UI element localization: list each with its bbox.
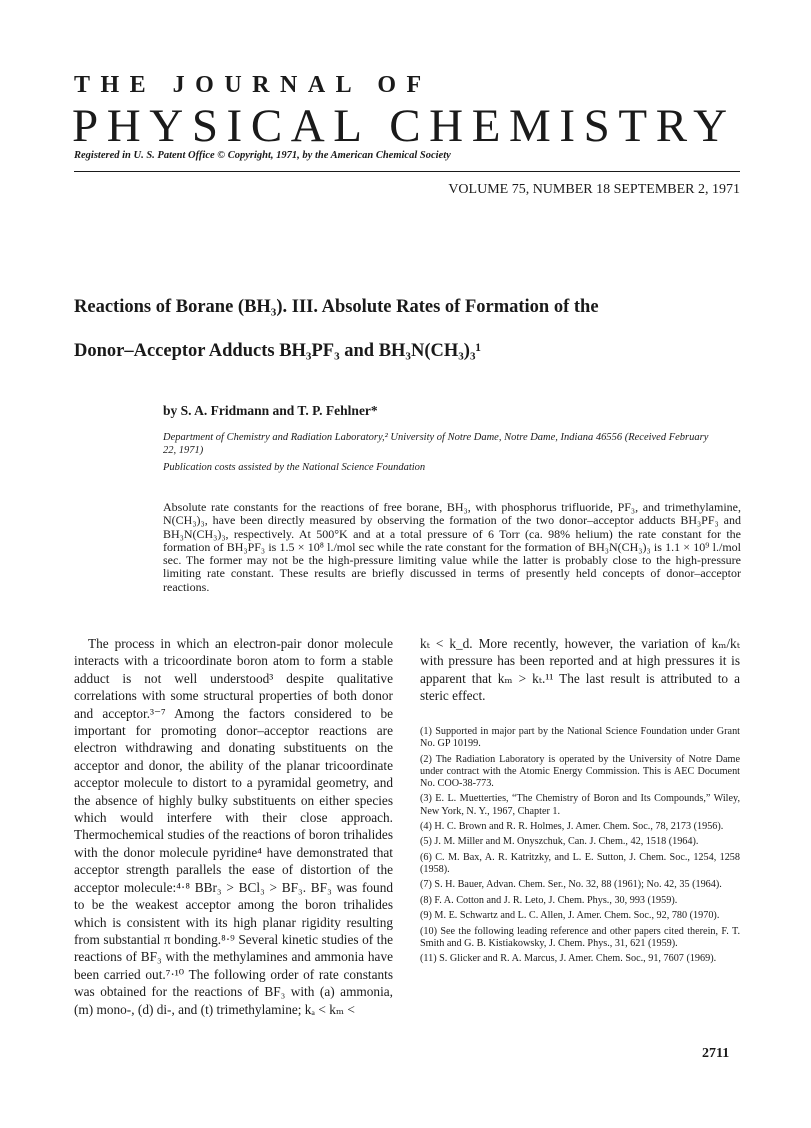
footnote: (9) M. E. Schwartz and L. C. Allen, J. Amer. Chem. Soc., 92, 780 (1970).: [420, 910, 720, 922]
author-affiliation: Department of Chemistry and Radiation Laboratory,² University of Notre Dame, Notre Dame, Indiana 46556 (Received February 22, 1971): [163, 432, 709, 456]
body-column-right: [420, 635, 740, 705]
author-list: by S. A. Fridmann and T. P. Fehlner*: [163, 403, 378, 418]
footnote: (2) The Radiation Laboratory is operated by the University of Notre Dame under contract with the Atomic Energy Commission. This is AEC Document No. COO-38-773.: [420, 753, 740, 789]
abstract: Absolute rate constants for the reactions of free borane, BH₃, with phosphorus trifluoride, PF₃, and trimethylamine, N(CH₃)₃, have been directly measured by observing the formation of the two donor–acceptor adducts BH₃PF₃ and BH₃N(CH₃)₃, respectively. At 500°K and at a total pressure of 6 Torr (ca. 98% helium) the rate constant for the formation of BH₃PF₃ is 1.5 × 10⁸ l./mol sec while the rate constant for the formation of BH₃N(CH₃)₃ is 1.1 × 10⁹ l./mol sec. The former may not be the high-pressure limiting value while the latter is probably close to the high-pressure limiting rate constant. These results are briefly discussed in terms of presently held concepts of donor–acceptor reactions.: [163, 500, 741, 594]
body-paragraph: The process in which an electron-pair donor molecule interacts with a tricoordinate boron atom to form a stable adduct is not well understood³ despite qualitative correlations with some structural properties of both donor and acceptor.³⁻⁷ Among the factors considered to be important for promoting donor–acceptor reactions are electron withdrawing and donating substituents on the acceptor and donor, the ability of the planar tricoordinate acceptor molecule to distort to a pyramidal geometry, and the absence of highly bulky substituents on either species which would interfere with their close approach. Thermochemical studies of the reactions of boron trihalides with the donor molecule pyridine⁴ have demonstrated that acceptor strength parallels the ease of distortion of the acceptor molecule:⁴·⁸ BBr₃ > BCl₃ > BF₃. BF₃ was found to be the weakest acceptor among the boron trihalides which is consistent with its high planar rigidity resulting from substantial π bonding.⁸·⁹ Several kinetic studies of the reactions of BF₃ with the methylamines and ammonia have been carried out.⁷·¹⁰ The following order of rate constants was obtained for the reactions of BF₃ with (a) ammonia, (m) mono-, (d) di-, and (t) trimethylamine; kₐ < kₘ <: [74, 636, 393, 1017]
footnote: (6) C. M. Bax, A. R. Katritzky, and L. E. Sutton, J. Chem. Soc., 1254, 1258 (1958).: [420, 851, 740, 875]
body-paragraph-continued: kₜ < k_d. More recently, however, the variation of kₘ/kₜ with pressure has been reported and at high pressures it is apparent that kₘ > kₜ.¹¹ The last result is attributed to a steric effect.: [420, 636, 740, 704]
footnote: (1) Supported in major part by the National Science Foundation under Grant No. GP 10199.: [420, 726, 740, 750]
page-number: 2711: [702, 1046, 730, 1061]
footnote: (5) J. M. Miller and M. Onyszchuk, Can. J. Chem., 42, 1518 (1964).: [420, 836, 699, 848]
footnote: (3) E. L. Muetterties, “The Chemistry of Boron and Its Compounds,” Wiley, New York, N. Y., 1967, Chapter 1.: [420, 793, 740, 817]
header-rule: [74, 171, 740, 172]
article-title-line-1: Reactions of Borane (BH₃). III. Absolute Rates of Formation of the: [74, 297, 599, 317]
journal-masthead-title: PHYSICAL CHEMISTRY: [72, 100, 736, 152]
footnotes: [420, 726, 740, 969]
journal-masthead-top: THE JOURNAL OF: [74, 72, 432, 98]
footnote: (11) S. Glicker and R. A. Marcus, J. Amer. Chem. Soc., 91, 7607 (1969).: [420, 953, 717, 965]
article-title-line-2: Donor–Acceptor Adducts BH₃PF₃ and BH₃N(CH₃)₃¹: [74, 341, 482, 361]
copyright-notice: Registered in U. S. Patent Office © Copyright, 1971, by the American Chemical Society: [74, 150, 451, 161]
volume-issue-line: VOLUME 75, NUMBER 18 SEPTEMBER 2, 1971: [448, 182, 740, 197]
footnote: (4) H. C. Brown and R. R. Holmes, J. Amer. Chem. Soc., 78, 2173 (1956).: [420, 820, 724, 832]
footnote: (10) See the following leading reference and other papers cited therein, F. T. Smith and G. B. Kistiakowsky, J. Chem. Phys., 31, 621 (1959).: [420, 925, 740, 949]
body-column-left: [74, 635, 393, 1018]
footnote: (7) S. H. Bauer, Advan. Chem. Ser., No. 32, 88 (1961); No. 42, 35 (1964).: [420, 879, 722, 891]
footnote: (8) F. A. Cotton and J. R. Leto, J. Chem. Phys., 30, 993 (1959).: [420, 894, 678, 906]
publication-costs-note: Publication costs assisted by the National Science Foundation: [163, 462, 426, 473]
